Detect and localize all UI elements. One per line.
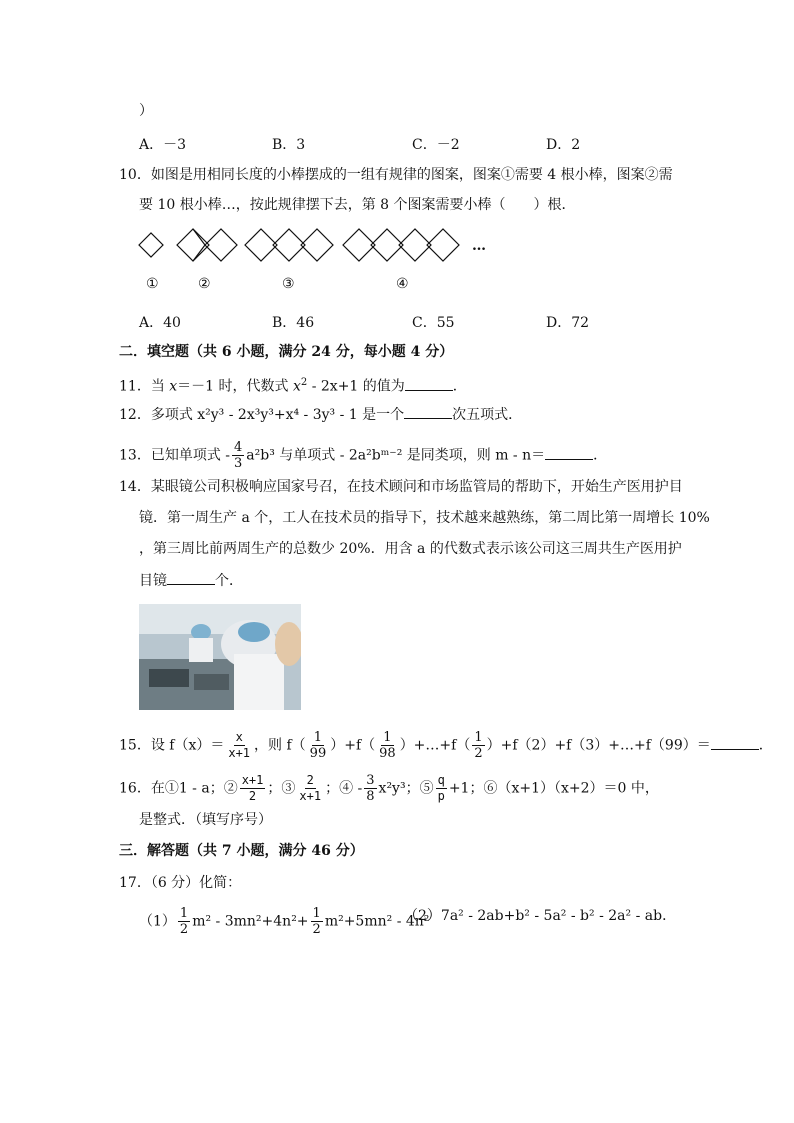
q11-answer-blank bbox=[405, 376, 453, 391]
fraction-2-over-x-plus-1: $\frac{2}{x+1}$ bbox=[299, 773, 322, 803]
q14-line4: 目镜 个． bbox=[139, 570, 243, 591]
q10-option-d: D．72 bbox=[546, 315, 590, 331]
fraction-x-plus-1-over-2: $\frac{x+1}{2}$ bbox=[241, 773, 264, 803]
q10-line2: 要 10 根小棒…，按此规律摆下去，第 8 个图案需要小棒（ ）根． bbox=[139, 197, 576, 213]
q17-title: 17．（6 分）化简： bbox=[119, 875, 242, 891]
q10-option-b: B．46 bbox=[272, 315, 315, 331]
q9-option-c: C．－2 bbox=[412, 137, 460, 153]
q12: 12．多项式 x²y³ - 2x³y³+x⁴ - 3y³ - 1 是一个 次五项式． bbox=[119, 404, 522, 425]
q14-line1: 14．某眼镜公司积极响应国家号召，在技术顾问和市场监管局的帮助下，开始生产医用护目 bbox=[119, 479, 683, 495]
fraction-x-over-x-plus-1: $\frac{x}{x+1}$ bbox=[228, 730, 251, 760]
q10-option-a: A．40 bbox=[139, 315, 181, 331]
pattern-3 bbox=[245, 229, 333, 261]
q13: 13．已知单项式 - $\frac{4}{3}$ a²b³ 与单项式 - 2a²bᵐ⁻² 是同类项，则 m - n＝ ． bbox=[119, 440, 608, 471]
q14-line3: ，第三周比前两周生产的总数少 20%．用含 a 的代数式表示该公司这三周共生产医用护 bbox=[139, 541, 682, 557]
fraction-1-2: $\frac{1}{2}$ bbox=[474, 730, 483, 761]
stick-pattern-figure bbox=[135, 228, 495, 273]
pattern-label-4: ④ bbox=[396, 276, 409, 292]
pattern-label-1: ① bbox=[146, 276, 159, 292]
section-2-heading: 二．填空题（共 6 小题，满分 24 分，每小题 4 分） bbox=[119, 344, 454, 360]
fraction-q-over-p: $\frac{q}{p}$ bbox=[437, 773, 445, 803]
q14-line2: 镜．第一周生产 a 个，工人在技术员的指导下，技术越来越熟练，第二周比第一周增长 10% bbox=[139, 510, 710, 526]
fraction-3-8: $\frac{3}{8}$ bbox=[366, 773, 375, 804]
pattern-label-2: ② bbox=[198, 276, 211, 292]
q15: 15．设 f（x）＝ $\frac{x}{x+1}$ ，则 f（ $\frac{1}{99}$ ）+f（ $\frac{1}{98}$ ）+…+f（ $\frac{1}{2}$ ）+f（2）+f（3）+…+f（99）＝ ． bbox=[119, 730, 773, 761]
q17-part1: （1） $\frac{1}{2}$ m² - 3mn²+4n²+ $\frac{1}{2}$ m²+5mn² - 4n² bbox=[139, 906, 430, 937]
q10-option-c: C．55 bbox=[412, 315, 455, 331]
q15-answer-blank bbox=[711, 735, 759, 750]
fraction-4-3: $\frac{4}{3}$ bbox=[234, 440, 243, 471]
section-3-heading: 三．解答题（共 7 小题，满分 46 分） bbox=[119, 843, 364, 859]
q11: 11．当 x＝－1 时，代数式 $x^2 - 2x+1$ 的值为 ． bbox=[119, 377, 467, 395]
pattern-ellipsis: … bbox=[472, 238, 486, 254]
q9-option-d: D．2 bbox=[546, 137, 581, 153]
pattern-1-diamond bbox=[139, 233, 163, 257]
pattern-4 bbox=[343, 229, 459, 261]
q9-option-a: A．－3 bbox=[139, 137, 187, 153]
q14-answer-blank bbox=[167, 570, 215, 585]
pattern-label-3: ③ bbox=[282, 276, 295, 292]
q16-line2: 是整式．（填写序号） bbox=[139, 812, 272, 828]
q12-answer-blank bbox=[404, 404, 452, 419]
q17-part2: （2）7a² - 2ab+b² - 5a² - b² - 2a² - ab． bbox=[404, 908, 677, 924]
fraction-1-98: $\frac{1}{98}$ bbox=[379, 730, 396, 761]
q9-option-b: B．3 bbox=[272, 137, 306, 153]
fraction-1-99: $\frac{1}{99}$ bbox=[309, 730, 327, 761]
q13-answer-blank bbox=[545, 445, 593, 460]
fraction-1-2-a: $\frac{1}{2}$ bbox=[179, 906, 189, 937]
fraction-1-2-b: $\frac{1}{2}$ bbox=[312, 906, 321, 937]
q16-line1: 16．在①1 - a；② $\frac{x+1}{2}$ ；③ $\frac{2}{x+1}$ ；④ - $\frac{3}{8}$ x²y³；⑤ $\frac{q}{p}$ +1；⑥（x+1）（x+2）＝0 中， bbox=[119, 773, 659, 804]
q10-line1: 10．如图是用相同长度的小棒摆成的一组有规律的图案，图案①需要 4 根小棒，图案②需 bbox=[119, 167, 673, 183]
pattern-2 bbox=[177, 229, 237, 261]
factory-workers-photo bbox=[139, 604, 301, 710]
q9-tail: ） bbox=[139, 103, 153, 119]
